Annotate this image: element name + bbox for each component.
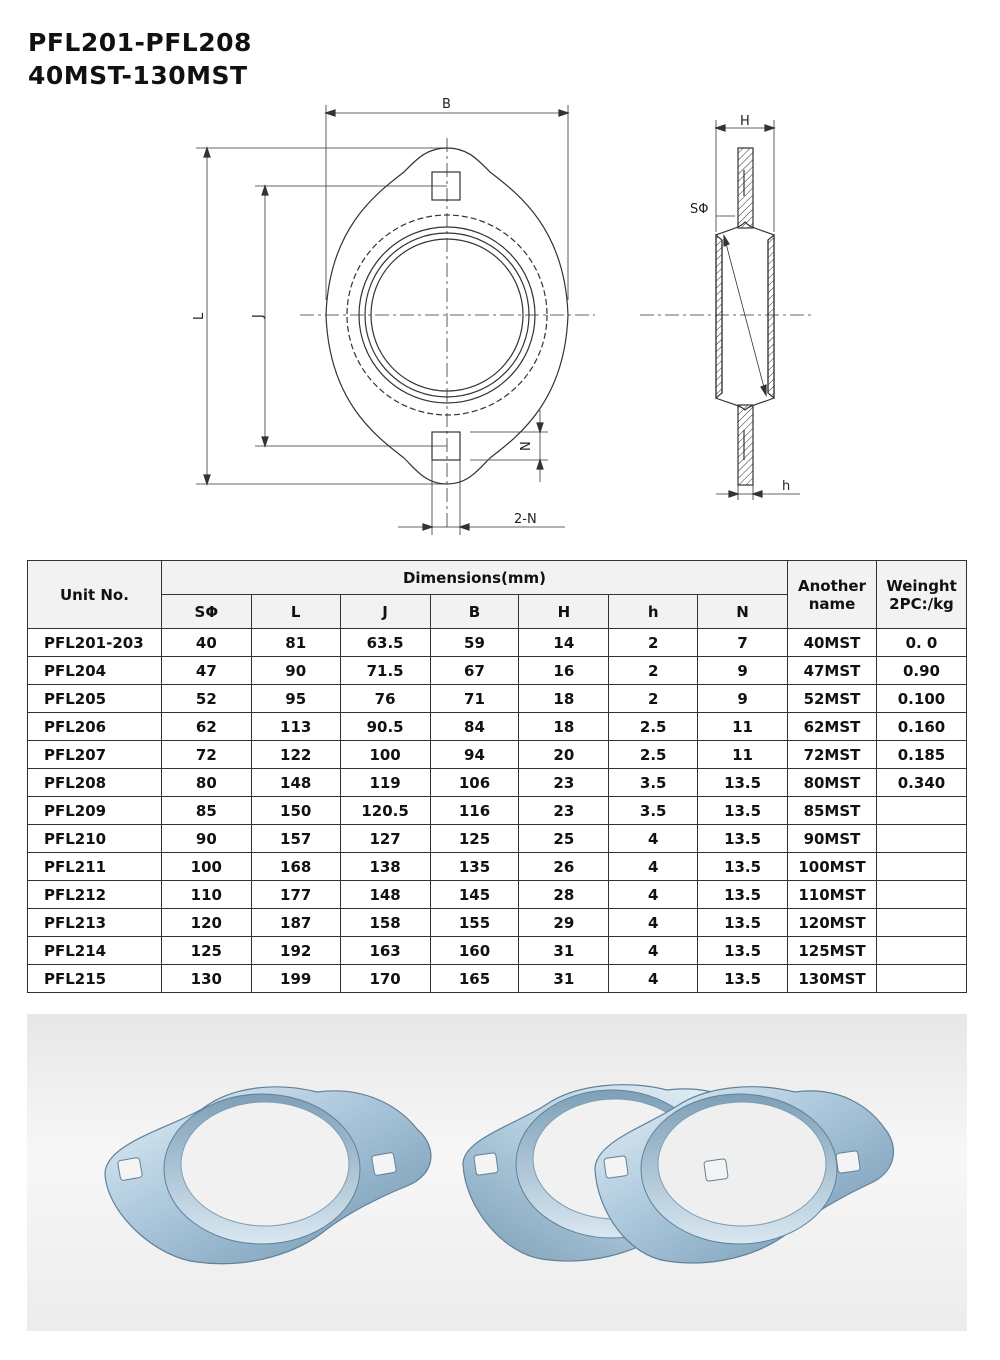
table-cell: 29 <box>519 909 609 937</box>
unit-no-cell: PFL214 <box>28 937 162 965</box>
table-cell: 23 <box>519 769 609 797</box>
table-cell: 110MST <box>788 881 877 909</box>
table-cell: 9 <box>698 657 788 685</box>
table-cell: 72 <box>161 741 251 769</box>
table-cell: 106 <box>430 769 519 797</box>
table-row <box>28 965 967 993</box>
table-cell: 192 <box>251 937 340 965</box>
table-cell: 63.5 <box>340 629 430 657</box>
table-cell: 177 <box>251 881 340 909</box>
table-cell: 31 <box>519 965 609 993</box>
unit-no-cell: PFL201-203 <box>28 629 162 657</box>
table-cell: 199 <box>251 965 340 993</box>
table-cell: 119 <box>340 769 430 797</box>
table-cell: 160 <box>430 937 519 965</box>
table-cell: 4 <box>609 909 698 937</box>
table-cell: 52MST <box>788 685 877 713</box>
side-view <box>640 120 815 500</box>
table-cell: 84 <box>430 713 519 741</box>
table-cell: 13.5 <box>698 825 788 853</box>
table-cell: 20 <box>519 741 609 769</box>
flange-photo-single <box>105 1087 431 1264</box>
table-cell: 0.90 <box>876 657 966 685</box>
title-model-range: PFL201-PFL208 <box>28 28 252 57</box>
product-photo-panel <box>27 1014 967 1331</box>
table-row <box>28 685 967 713</box>
table-row <box>28 937 967 965</box>
table-cell: 113 <box>251 713 340 741</box>
table-cell: 148 <box>340 881 430 909</box>
header-weight-line1: Weinght <box>886 576 957 595</box>
header-unit-no: Unit No. <box>28 561 162 629</box>
table-cell: 100 <box>161 853 251 881</box>
table-cell: 90 <box>251 657 340 685</box>
dim-label-s-phi: SΦ <box>690 202 709 217</box>
table-row <box>28 713 967 741</box>
table-cell: 110 <box>161 881 251 909</box>
table-cell: 62 <box>161 713 251 741</box>
page-title <box>28 26 252 92</box>
table-cell: 120 <box>161 909 251 937</box>
unit-no-cell: PFL204 <box>28 657 162 685</box>
table-cell: 0.340 <box>876 769 966 797</box>
table-row <box>28 909 967 937</box>
table-cell: 80 <box>161 769 251 797</box>
table-cell: 168 <box>251 853 340 881</box>
table-cell <box>876 909 966 937</box>
header-another-line1: Another <box>797 576 866 595</box>
table-cell: 7 <box>698 629 788 657</box>
dim-label-j: J <box>251 314 266 318</box>
table-cell: 81 <box>251 629 340 657</box>
table-cell: 47MST <box>788 657 877 685</box>
table-cell: 155 <box>430 909 519 937</box>
table-cell: 47 <box>161 657 251 685</box>
unit-no-cell: PFL212 <box>28 881 162 909</box>
table-row <box>28 797 967 825</box>
table-cell: 127 <box>340 825 430 853</box>
table-row <box>28 853 967 881</box>
table-cell: 94 <box>430 741 519 769</box>
table-cell: 0.185 <box>876 741 966 769</box>
unit-no-cell: PFL215 <box>28 965 162 993</box>
table-cell: 13.5 <box>698 909 788 937</box>
header-dimensions: Dimensions(mm) <box>161 561 787 595</box>
table-cell: 2 <box>609 629 698 657</box>
table-cell <box>876 881 966 909</box>
table-cell: 52 <box>161 685 251 713</box>
table-row <box>28 881 967 909</box>
table-cell: 90MST <box>788 825 877 853</box>
unit-no-cell: PFL207 <box>28 741 162 769</box>
table-cell: 100MST <box>788 853 877 881</box>
table-cell: 71.5 <box>340 657 430 685</box>
table-cell: 13.5 <box>698 769 788 797</box>
table-cell: 125MST <box>788 937 877 965</box>
table-cell: 90.5 <box>340 713 430 741</box>
table-cell: 130 <box>161 965 251 993</box>
table-cell <box>876 825 966 853</box>
table-cell: 120.5 <box>340 797 430 825</box>
table-cell: 13.5 <box>698 937 788 965</box>
table-cell: 130MST <box>788 965 877 993</box>
table-cell: 85 <box>161 797 251 825</box>
unit-no-cell: PFL208 <box>28 769 162 797</box>
dim-label-h-upper: H <box>740 114 750 129</box>
table-cell: 138 <box>340 853 430 881</box>
table-cell: 18 <box>519 713 609 741</box>
table-cell: 122 <box>251 741 340 769</box>
table-cell: 40 <box>161 629 251 657</box>
dim-label-n: N <box>519 441 534 451</box>
table-cell: 62MST <box>788 713 877 741</box>
front-view <box>196 105 595 535</box>
table-cell: 90 <box>161 825 251 853</box>
header-another-line2: name <box>808 594 856 613</box>
dimensions-table <box>27 560 967 993</box>
table-cell: 187 <box>251 909 340 937</box>
column-header-1: SΦ <box>161 595 251 629</box>
table-cell: 13.5 <box>698 965 788 993</box>
table-cell: 4 <box>609 881 698 909</box>
table-body <box>28 629 967 993</box>
table-cell: 3.5 <box>609 797 698 825</box>
table-row <box>28 657 967 685</box>
table-cell: 150 <box>251 797 340 825</box>
table-cell: 28 <box>519 881 609 909</box>
table-cell: 0.100 <box>876 685 966 713</box>
table-cell: 80MST <box>788 769 877 797</box>
table-cell: 13.5 <box>698 797 788 825</box>
dim-label-h-lower: h <box>782 479 791 494</box>
table-cell: 0. 0 <box>876 629 966 657</box>
unit-no-cell: PFL206 <box>28 713 162 741</box>
dim-label-2n: 2-N <box>514 512 537 527</box>
table-cell: 0.160 <box>876 713 966 741</box>
column-header-2: L <box>251 595 340 629</box>
table-cell: 18 <box>519 685 609 713</box>
table-cell: 76 <box>340 685 430 713</box>
table-cell: 31 <box>519 937 609 965</box>
table-cell <box>876 965 966 993</box>
table-cell: 95 <box>251 685 340 713</box>
table-cell: 14 <box>519 629 609 657</box>
dim-label-b: B <box>442 97 451 112</box>
table-row <box>28 769 967 797</box>
table-cell: 2 <box>609 657 698 685</box>
table-cell: 157 <box>251 825 340 853</box>
table-row <box>28 629 967 657</box>
table-cell: 2.5 <box>609 741 698 769</box>
table-cell: 135 <box>430 853 519 881</box>
table-cell: 13.5 <box>698 881 788 909</box>
column-header-7: N <box>698 595 788 629</box>
table-cell: 4 <box>609 937 698 965</box>
table-cell: 4 <box>609 853 698 881</box>
table-row <box>28 741 967 769</box>
table-cell: 165 <box>430 965 519 993</box>
table-cell: 16 <box>519 657 609 685</box>
table-cell: 23 <box>519 797 609 825</box>
table-cell: 71 <box>430 685 519 713</box>
column-header-3: J <box>340 595 430 629</box>
header-weight <box>876 561 966 629</box>
table-cell: 59 <box>430 629 519 657</box>
table-cell: 125 <box>161 937 251 965</box>
table-cell: 100 <box>340 741 430 769</box>
unit-no-cell: PFL213 <box>28 909 162 937</box>
column-header-4: B <box>430 595 519 629</box>
table-cell <box>876 937 966 965</box>
table-cell: 163 <box>340 937 430 965</box>
unit-no-cell: PFL209 <box>28 797 162 825</box>
table-cell <box>876 797 966 825</box>
table-cell: 170 <box>340 965 430 993</box>
column-header-5: H <box>519 595 609 629</box>
table-cell: 2 <box>609 685 698 713</box>
technical-drawing <box>0 90 1000 540</box>
header-weight-line2: 2PC:/kg <box>889 594 954 613</box>
table-cell: 11 <box>698 713 788 741</box>
table-cell: 85MST <box>788 797 877 825</box>
title-alt-range: 40MST-130MST <box>28 61 248 90</box>
table-cell: 120MST <box>788 909 877 937</box>
unit-no-cell: PFL205 <box>28 685 162 713</box>
table-cell: 4 <box>609 825 698 853</box>
table-row <box>28 825 967 853</box>
table-cell: 67 <box>430 657 519 685</box>
table-cell: 148 <box>251 769 340 797</box>
unit-no-cell: PFL210 <box>28 825 162 853</box>
table-cell: 125 <box>430 825 519 853</box>
table-cell: 25 <box>519 825 609 853</box>
dim-label-l: L <box>192 312 207 320</box>
table-cell: 11 <box>698 741 788 769</box>
table-cell: 2.5 <box>609 713 698 741</box>
table-cell: 116 <box>430 797 519 825</box>
table-cell: 26 <box>519 853 609 881</box>
table-cell: 40MST <box>788 629 877 657</box>
table-cell: 13.5 <box>698 853 788 881</box>
product-photo <box>27 1014 967 1331</box>
unit-no-cell: PFL211 <box>28 853 162 881</box>
table-cell: 145 <box>430 881 519 909</box>
table-cell: 72MST <box>788 741 877 769</box>
table-cell: 158 <box>340 909 430 937</box>
table-cell: 9 <box>698 685 788 713</box>
table-cell: 3.5 <box>609 769 698 797</box>
table-cell <box>876 853 966 881</box>
table-cell: 4 <box>609 965 698 993</box>
column-header-6: h <box>609 595 698 629</box>
header-another-name <box>788 561 877 629</box>
